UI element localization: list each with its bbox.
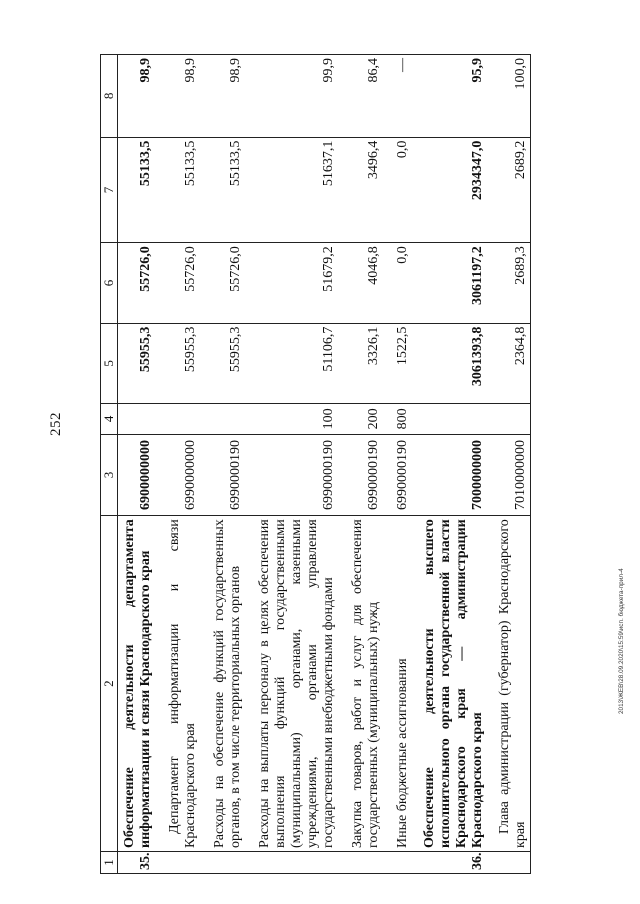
row-col5-cell: 1522,5 (383, 323, 412, 403)
row-col6-cell: 55726,0 (155, 243, 200, 323)
header-col-8: 8 (101, 55, 118, 138)
row-col6-cell: 0,0 (383, 243, 412, 323)
row-col8-cell: 98,9 (200, 55, 245, 138)
row-col7-cell: 2689,2 (487, 137, 531, 243)
row-col8-cell: 98,9 (155, 55, 200, 138)
row-code-cell: 6990000190 (200, 434, 245, 515)
row-col7-cell: 2934347,0 (412, 137, 487, 243)
row-col5-cell: 55955,3 (118, 323, 156, 403)
row-col7-cell: 55133,5 (200, 137, 245, 243)
table-body (118, 55, 531, 874)
row-col5-cell: 2364,8 (487, 323, 531, 403)
page-number: 252 (48, 412, 64, 436)
row-col6-cell: 55726,0 (200, 243, 245, 323)
row-vr-cell (155, 403, 200, 434)
row-col5-cell: 51106,7 (245, 323, 338, 403)
row-col8-cell: 95,9 (412, 55, 487, 138)
budget-table-container (100, 54, 570, 874)
table-header-row (101, 55, 118, 874)
row-col8-cell: 98,9 (118, 55, 156, 138)
row-col8-cell: 86,4 (338, 55, 383, 138)
row-col5-cell: 3326,1 (338, 323, 383, 403)
row-number-cell (338, 851, 383, 873)
table-row (118, 55, 156, 874)
row-code-cell: 6990000190 (245, 434, 338, 515)
row-number-cell (487, 851, 531, 873)
row-number-cell (245, 851, 338, 873)
row-col7-cell: 55133,5 (155, 137, 200, 243)
row-col6-cell: 51679,2 (245, 243, 338, 323)
header-col-7: 7 (101, 137, 118, 243)
row-col6-cell: 2689,3 (487, 243, 531, 323)
row-col6-cell: 3061197,2 (412, 243, 487, 323)
row-col7-cell: 0,0 (383, 137, 412, 243)
row-number-cell (155, 851, 200, 873)
row-code-cell: 6900000000 (118, 434, 156, 515)
row-col6-cell: 55726,0 (118, 243, 156, 323)
row-col8-cell: — (383, 55, 412, 138)
row-vr-cell (200, 403, 245, 434)
header-col-4: 4 (101, 403, 118, 434)
table-row (200, 55, 245, 874)
row-name-cell: Обеспечение деятельности департамента информатизации и связи Краснодарского края (118, 516, 156, 852)
row-name-cell: Глава администрации (губернатор) Краснодарского края (487, 516, 531, 852)
row-code-cell: 7010000000 (487, 434, 531, 515)
row-code-cell: 6990000000 (155, 434, 200, 515)
row-col6-cell: 4046,8 (338, 243, 383, 323)
row-code-cell: 6990000190 (383, 434, 412, 515)
table-row (155, 55, 200, 874)
budget-table (100, 54, 531, 874)
row-col7-cell: 3496,4 (338, 137, 383, 243)
row-vr-cell: 800 (383, 403, 412, 434)
table-row (338, 55, 383, 874)
row-name-cell: Расходы на выплаты персоналу в целях обеспечения выполнения функций государственными (муниципальными) органами, казенными учреждениями, органами управления государственными внебюджетными фондами (245, 516, 338, 852)
row-number-cell (383, 851, 412, 873)
row-number-cell (200, 851, 245, 873)
table-row (383, 55, 412, 874)
file-stamp: 2013\ЖЕВ\28.09.2020\15:59\исп. бюджета-прил-4 (618, 568, 625, 714)
row-name-cell: Закупка товаров, работ и услуг для обеспечения государственных (муниципальных) нужд (338, 516, 383, 852)
row-col7-cell: 51637,1 (245, 137, 338, 243)
table-row (245, 55, 338, 874)
row-name-cell: Департамент информатизации и связи Краснодарского края (155, 516, 200, 852)
row-col8-cell: 99,9 (245, 55, 338, 138)
header-col-2: 2 (101, 516, 118, 852)
row-vr-cell: 100 (245, 403, 338, 434)
header-col-1: 1 (101, 851, 118, 873)
row-name-cell: Расходы на обеспечение функций государственных органов, в том числе территориальных органов (200, 516, 245, 852)
row-code-cell: 7000000000 (412, 434, 487, 515)
row-vr-cell: 200 (338, 403, 383, 434)
row-vr-cell (118, 403, 156, 434)
row-col7-cell: 55133,5 (118, 137, 156, 243)
row-number-cell: 36. (412, 851, 487, 873)
header-col-6: 6 (101, 243, 118, 323)
row-name-cell: Обеспечение деятельности высшего исполнительного органа государственной власти Краснодарского края — администрации Краснодарского края (412, 516, 487, 852)
row-col5-cell: 55955,3 (155, 323, 200, 403)
row-code-cell: 6990000190 (338, 434, 383, 515)
row-col8-cell: 100,0 (487, 55, 531, 138)
table-row (487, 55, 531, 874)
row-number-cell: 35. (118, 851, 156, 873)
row-col5-cell: 55955,3 (200, 323, 245, 403)
table-row (412, 55, 487, 874)
header-col-3: 3 (101, 434, 118, 515)
row-vr-cell (412, 403, 487, 434)
row-col5-cell: 3061393,8 (412, 323, 487, 403)
row-name-cell: Иные бюджетные ассигнования (383, 516, 412, 852)
header-col-5: 5 (101, 323, 118, 403)
row-vr-cell (487, 403, 531, 434)
